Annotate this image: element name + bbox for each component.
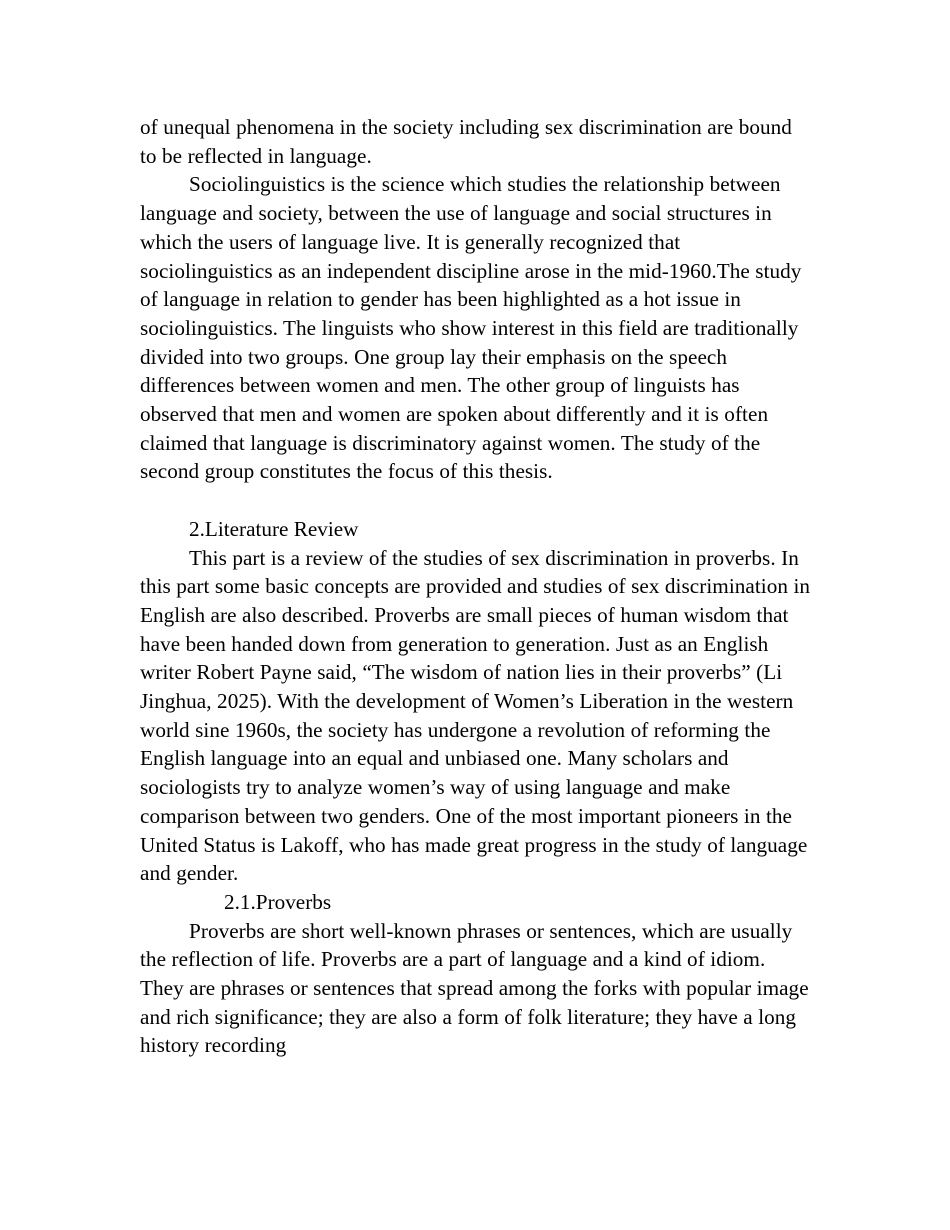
text-column (140, 113, 816, 1060)
paragraph-sociolinguistics: Sociolinguistics is the science which studies the relationship between language and society, between the use of language and social structures in which the users of language live. It is generally recognized that sociolinguistics as an independent discipline arose in the mid-1960.The study of language in relation to gender has been highlighted as a hot issue in sociolinguistics. The linguists who show interest in this field are traditionally divided into two groups. One group lay their emphasis on the speech differences between women and men. The other group of linguists has observed that men and women are spoken about differently and it is often claimed that language is discriminatory against women. The study of the second group constitutes the focus of this thesis. (140, 172, 807, 484)
heading-literature-review: 2.Literature Review (189, 516, 359, 541)
paragraph-continued-from-previous-page: of unequal phenomena in the society including sex discrimination are bound to be reflected in language. (140, 115, 798, 168)
section-spacer (140, 486, 812, 515)
paragraph-literature-review-body: This part is a review of the studies of sex discrimination in proverbs. In this part some basic concepts are provided and studies of sex discrimination in English are also described. Proverbs are small pieces of human wisdom that have been handed down from generation to generation. Just as an English writer Robert Payne said, “The wisdom of nation lies in their proverbs” (Li Jinghua, 2025). With the development of Women’s Liberation in the western world sine 1960s, the society has undergone a revolution of reforming the English language into an equal and unbiased one. Many scholars and sociologists try to analyze women’s way of using language and make comparison between two genders. One of the most important pioneers in the United Status is Lakoff, who has made great progress in the study of language and gender. (140, 545, 816, 886)
heading-proverbs: 2.1.Proverbs (224, 889, 332, 914)
paragraph-proverbs-body: Proverbs are short well-known phrases or sentences, which are usually the reflection of life. Proverbs are a part of language and a kind of idiom. They are phrases or sentences that spread among the forks with popular image and rich significance; they are also a form of folk literature; they have a long history recording (140, 918, 815, 1058)
